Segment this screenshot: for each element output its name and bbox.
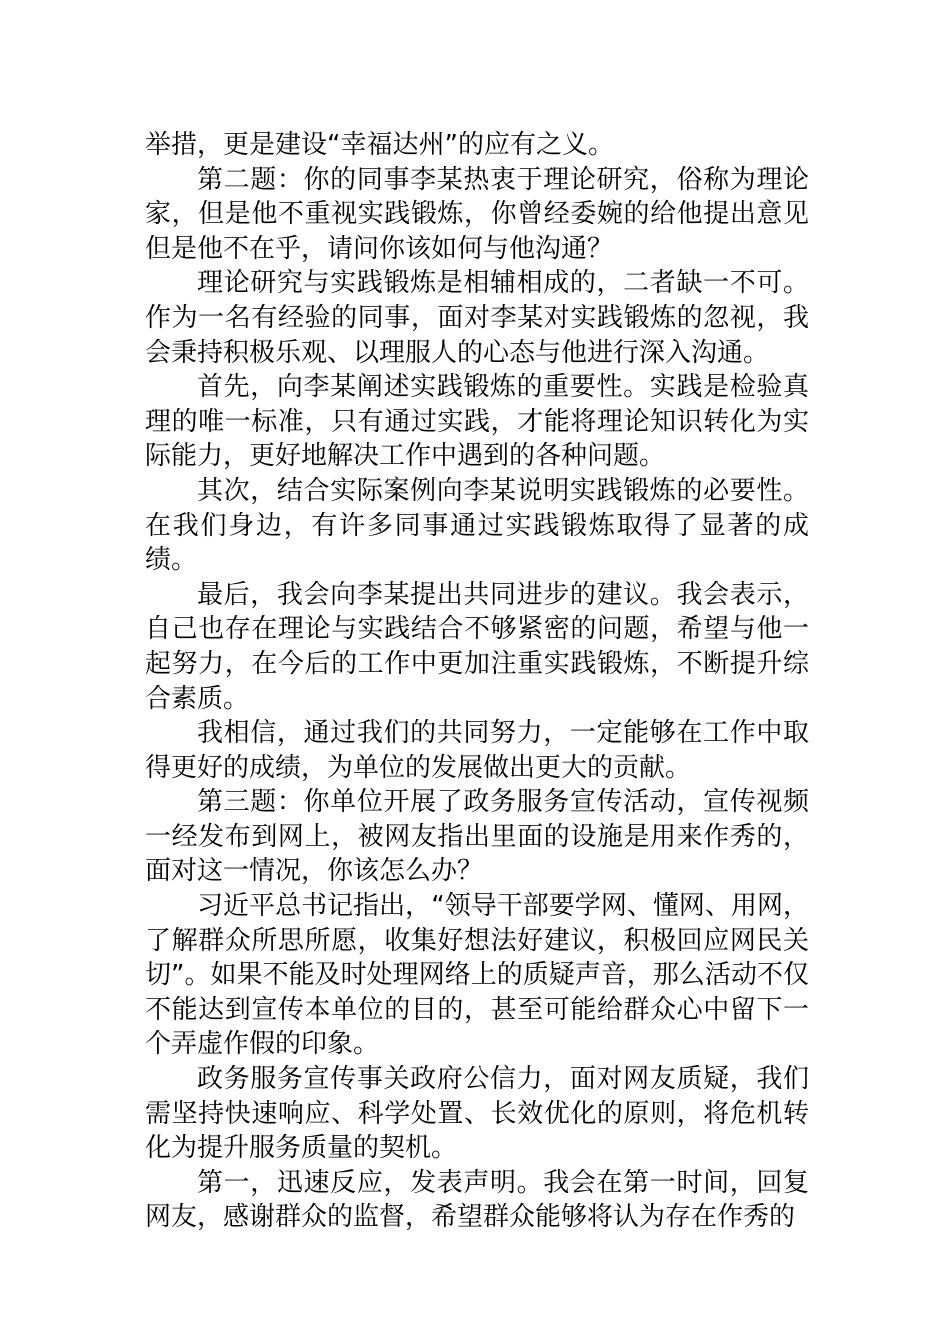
paragraph: 理论研究与实践锻炼是相辅相成的，二者缺一不可。作为一名有经验的同事，面对李某对实践锻炼的忽视，我会秉持积极乐观、以理服人的心态与他进行深入沟通。 [145, 268, 809, 368]
paragraph: 第三题：你单位开展了政务服务宣传活动，宣传视频一经发布到网上，被网友指出里面的设施是用来作秀的，面对这一情况，你该怎么办？ [145, 787, 809, 887]
paragraph: 习近平总书记指出，“领导干部要学网、懂网、用网，了解群众所思所愿，收集好想法好建议，积极回应网民关切”。如果不能及时处理网络上的质疑声音，那么活动不仅不能达到宣传本单位的目的，甚至可能给群众心中留下一个弄虚作假的印象。 [145, 891, 809, 1060]
paragraph: 首先，向李某阐述实践锻炼的重要性。实践是检验真理的唯一标准，只有通过实践，才能将理论知识转化为实际能力，更好地解决工作中遇到的各种问题。 [145, 372, 809, 472]
paragraph: 举措，更是建设“幸福达州”的应有之义。 [145, 130, 614, 160]
paragraph: 政务服务宣传事关政府公信力，面对网友质疑，我们需坚持快速响应、科学处置、长效优化的原则，将危机转化为提升服务质量的契机。 [145, 1064, 809, 1164]
paragraph: 第二题：你的同事李某热衷于理论研究，俗称为理论家，但是他不重视实践锻炼，你曾经委婉的给他提出意见但是他不在乎，请问你该如何与他沟通？ [145, 164, 809, 264]
paragraph: 第一，迅速反应，发表声明。我会在第一时间，回复网友，感谢群众的监督，希望群众能够将认为存在作秀的 [145, 1167, 809, 1233]
paragraph: 其次，结合实际案例向李某说明实践锻炼的必要性。在我们身边，有许多同事通过实践锻炼取得了显著的成绩。 [145, 475, 809, 576]
paragraph: 最后，我会向李某提出共同进步的建议。我会表示，自己也存在理论与实践结合不够紧密的问题，希望与他一起努力，在今后的工作中更加注重实践锻炼，不断提升综合素质。 [145, 579, 809, 714]
paragraph: 我相信，通过我们的共同努力，一定能够在工作中取得更好的成绩，为单位的发展做出更大的贡献。 [145, 718, 809, 783]
document-body [145, 128, 809, 1235]
